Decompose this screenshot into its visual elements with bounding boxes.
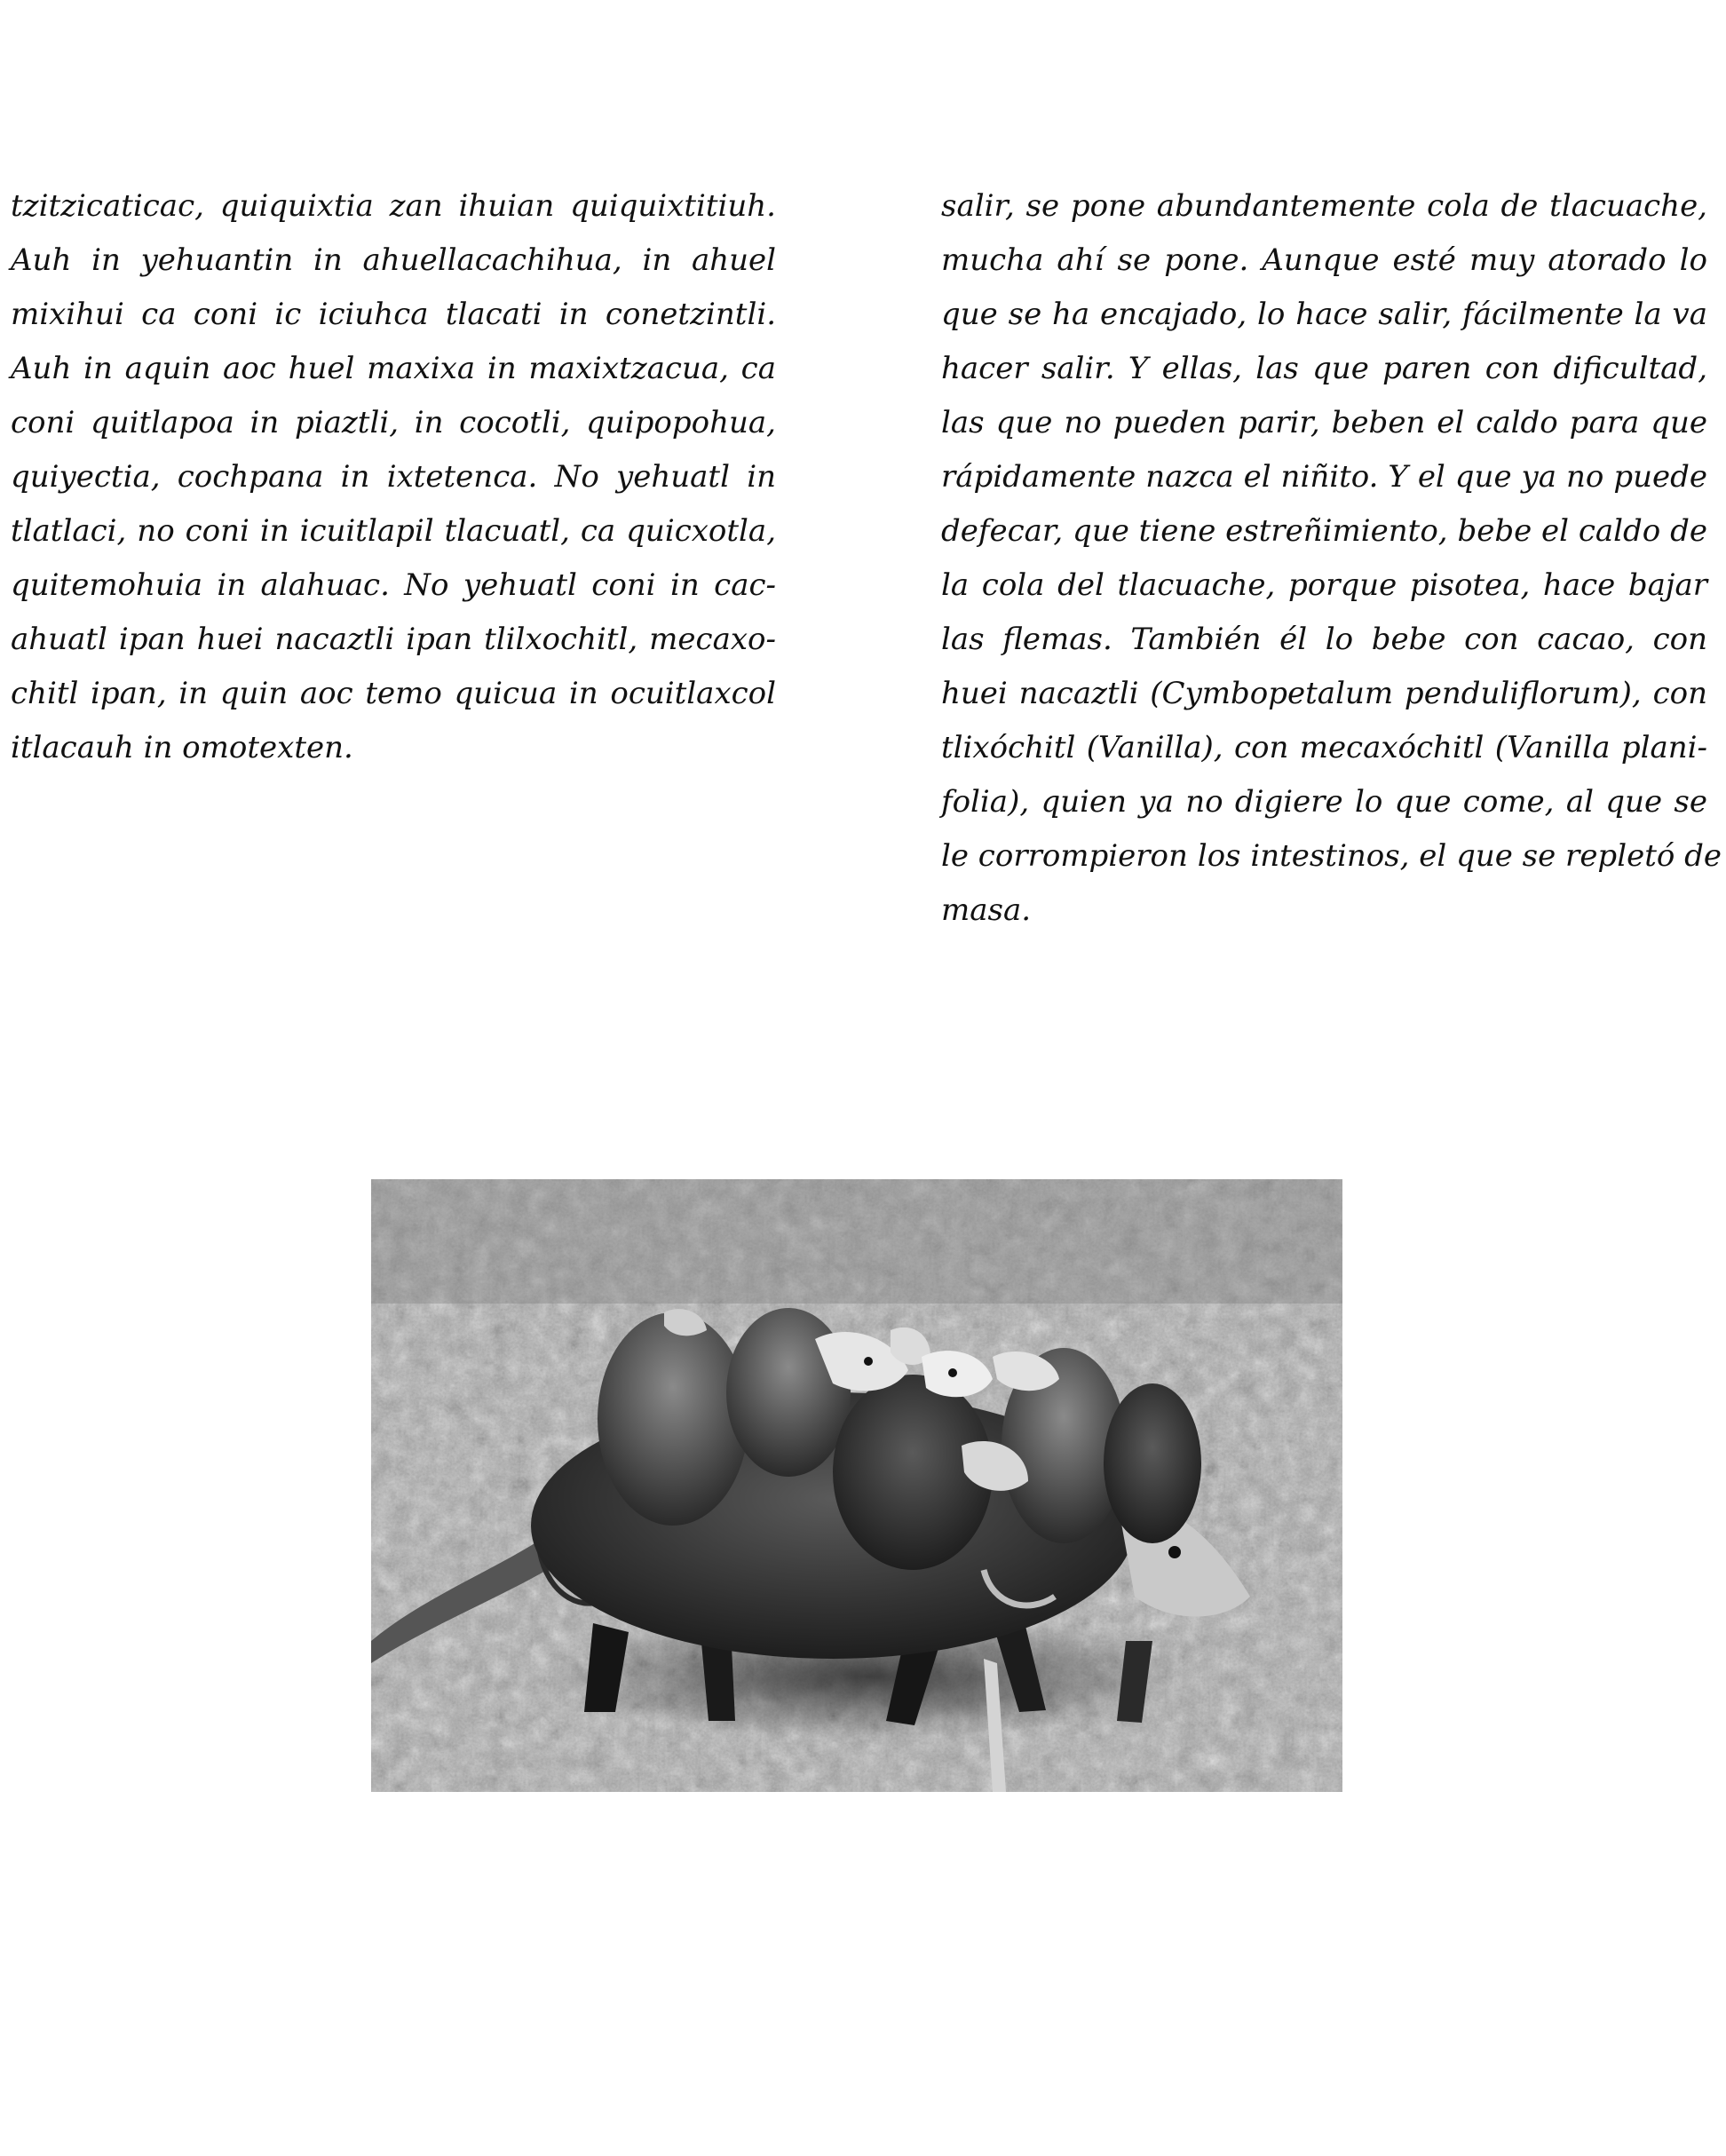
text-line: las flemas. También él lo bebe con cacao, con [941, 622, 1707, 657]
text-line: ahuatl ipan huei nacaztli ipan tlilxochitl, mecaxo- [11, 622, 776, 657]
text-line: Auh in aquin aoc huel maxixa in maxixtzacua, ca [11, 351, 776, 386]
text-line: le corrompieron los intestinos, el que se repletó de [941, 838, 1722, 874]
text-line: tlixóchitl (Vanilla), con mecaxóchitl (Vanilla plani- [941, 730, 1707, 765]
text-line: masa. [941, 892, 1032, 928]
baby-eye-3 [948, 1368, 957, 1377]
text-line: tlatlaci, no coni in icuitlapil tlacuatl, ca quicxotla, [11, 513, 776, 549]
text-line: hacer salir. Y ellas, las que paren con dificultad, [941, 351, 1707, 386]
opossum-photo-illustration [371, 1179, 1342, 1792]
opossum-photo [371, 1179, 1342, 1792]
text-line: huei nacaztli (Cymbopetalum penduliflorum), con [941, 676, 1707, 711]
text-line: las que no pueden parir, beben el caldo para que [941, 405, 1707, 440]
text-line: salir, se pone abundantemente cola de tlacuache, [941, 188, 1707, 224]
ground-far-shade [371, 1179, 1342, 1304]
text-line: mucha ahí se pone. Aunque esté muy atorado lo [941, 242, 1707, 278]
text-line: rápidamente nazca el niñito. Y el que ya no puede [941, 459, 1707, 495]
text-line: defecar, que tiene estreñimiento, bebe el caldo de [941, 513, 1707, 549]
spanish-text-column [941, 179, 1722, 938]
text-line: la cola del tlacuache, porque pisotea, hace bajar [941, 567, 1707, 603]
text-line: chitl ipan, in quin aoc temo quicua in ocuitlaxcol [11, 676, 776, 711]
text-line: quiyectia, cochpana in ixtetenca. No yehuatl in [11, 459, 776, 495]
nahuatl-text-column [11, 179, 776, 775]
baby-opossum-2 [726, 1308, 851, 1477]
text-line: tzitzicaticac, quiquixtia zan ihuian quiquixtitiuh. [11, 188, 776, 224]
baby-opossum-1 [598, 1312, 748, 1526]
text-line: que se ha encajado, lo hace salir, fácilmente la va [941, 297, 1707, 332]
text-line: mixihui ca coni ic iciuhca tlacati in conetzintli. [11, 297, 776, 332]
text-line: itlacauh in omotexten. [11, 730, 353, 765]
text-line: folia), quien ya no digiere lo que come, al que se [941, 784, 1707, 820]
text-line: coni quitlapoa in piaztli, in cocotli, quipopohua, [11, 405, 776, 440]
text-line: Auh in yehuantin in ahuellacachihua, in ahuel [11, 242, 776, 278]
text-line: quitemohuia in alahuac. No yehuatl coni in cac- [11, 567, 776, 603]
baby-eye-1 [864, 1357, 873, 1366]
baby-opossum-5 [1104, 1383, 1201, 1543]
mother-eye [1168, 1546, 1181, 1558]
